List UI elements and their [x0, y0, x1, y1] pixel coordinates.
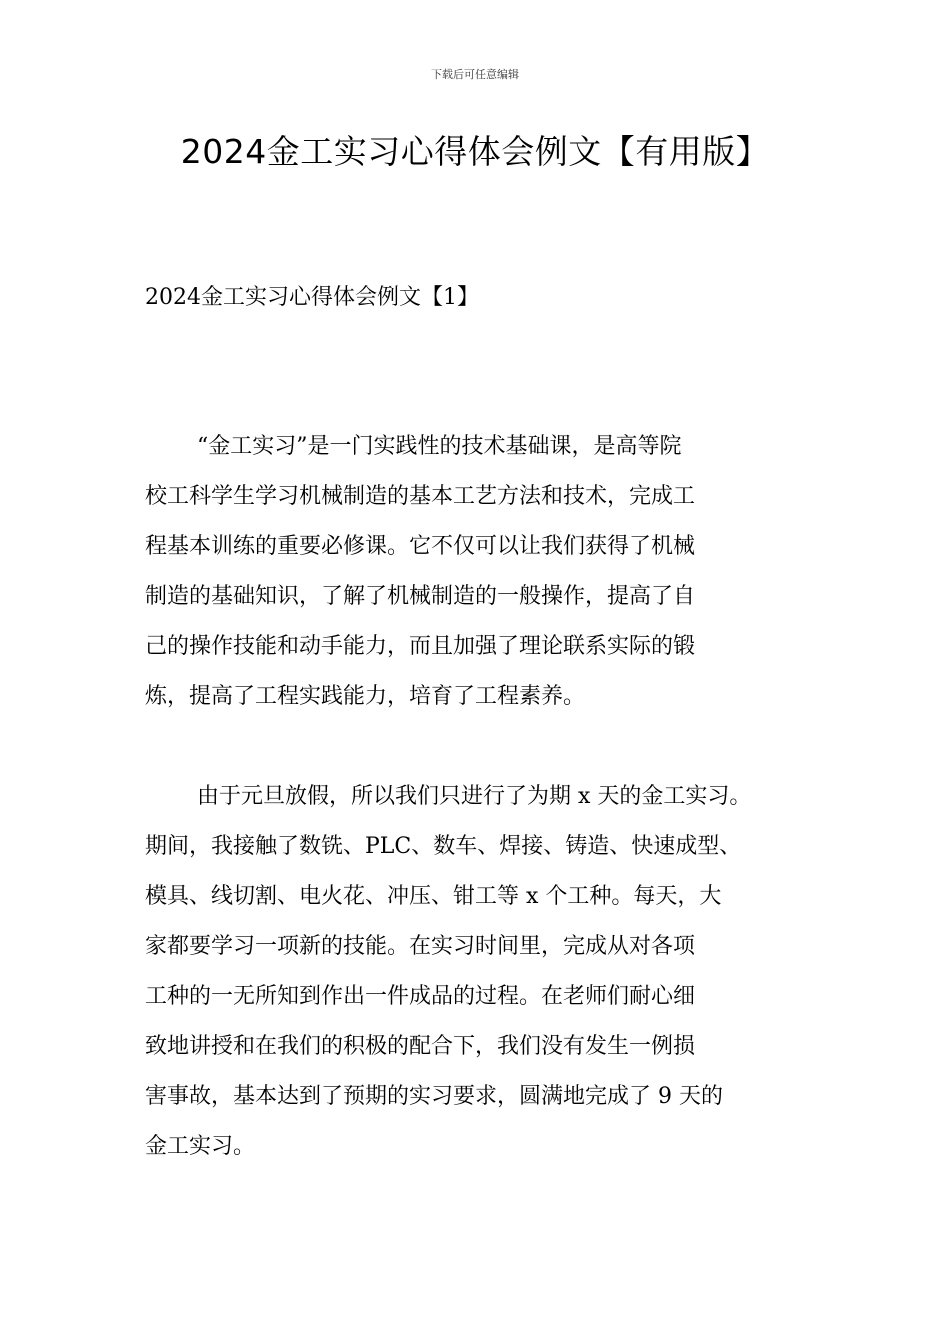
paragraph-line: 金工实习。 [145, 1134, 256, 1159]
paragraph-2 [145, 772, 825, 1172]
paragraph-line: 工种的一无所知到作出一件成品的过程。在老师们耐心细 [145, 984, 696, 1009]
paragraph-line: 模具、线切割、电火花、冲压、钳工等 x 个工种。每天，大 [145, 884, 722, 909]
paragraph-line: 期间，我接触了数铣、PLC、数车、焊接、铸造、快速成型、 [145, 834, 742, 859]
section-heading: 2024金工实习心得体会例文【1】 [145, 285, 479, 310]
paragraph-line: 害事故，基本达到了预期的实习要求，圆满地完成了 9 天的 [145, 1084, 723, 1109]
paragraph-line: 己的操作技能和动手能力，而且加强了理论联系实际的锻 [145, 634, 696, 659]
paragraph-1 [145, 422, 825, 722]
paragraph-line: 由于元旦放假，所以我们只进行了为期 x 天的金工实习。 [197, 784, 752, 809]
paragraph-line: 校工科学生学习机械制造的基本工艺方法和技术，完成工 [145, 484, 696, 509]
paragraph-line: 程基本训练的重要必修课。它不仅可以让我们获得了机械 [145, 534, 696, 559]
paragraph-line: 致地讲授和在我们的积极的配合下，我们没有发生一例损 [145, 1034, 696, 1059]
header-note: 下载后可任意编辑 [431, 68, 519, 81]
paragraph-line: “金工实习”是一门实践性的技术基础课，是高等院 [197, 434, 682, 459]
document-title: 2024金工实习心得体会例文【有用版】 [180, 132, 770, 171]
paragraph-line: 家都要学习一项新的技能。在实习时间里，完成从对各项 [145, 934, 696, 959]
paragraph-line: 制造的基础知识，了解了机械制造的一般操作，提高了自 [145, 584, 696, 609]
paragraph-line: 炼，提高了工程实践能力，培育了工程素养。 [145, 684, 586, 709]
